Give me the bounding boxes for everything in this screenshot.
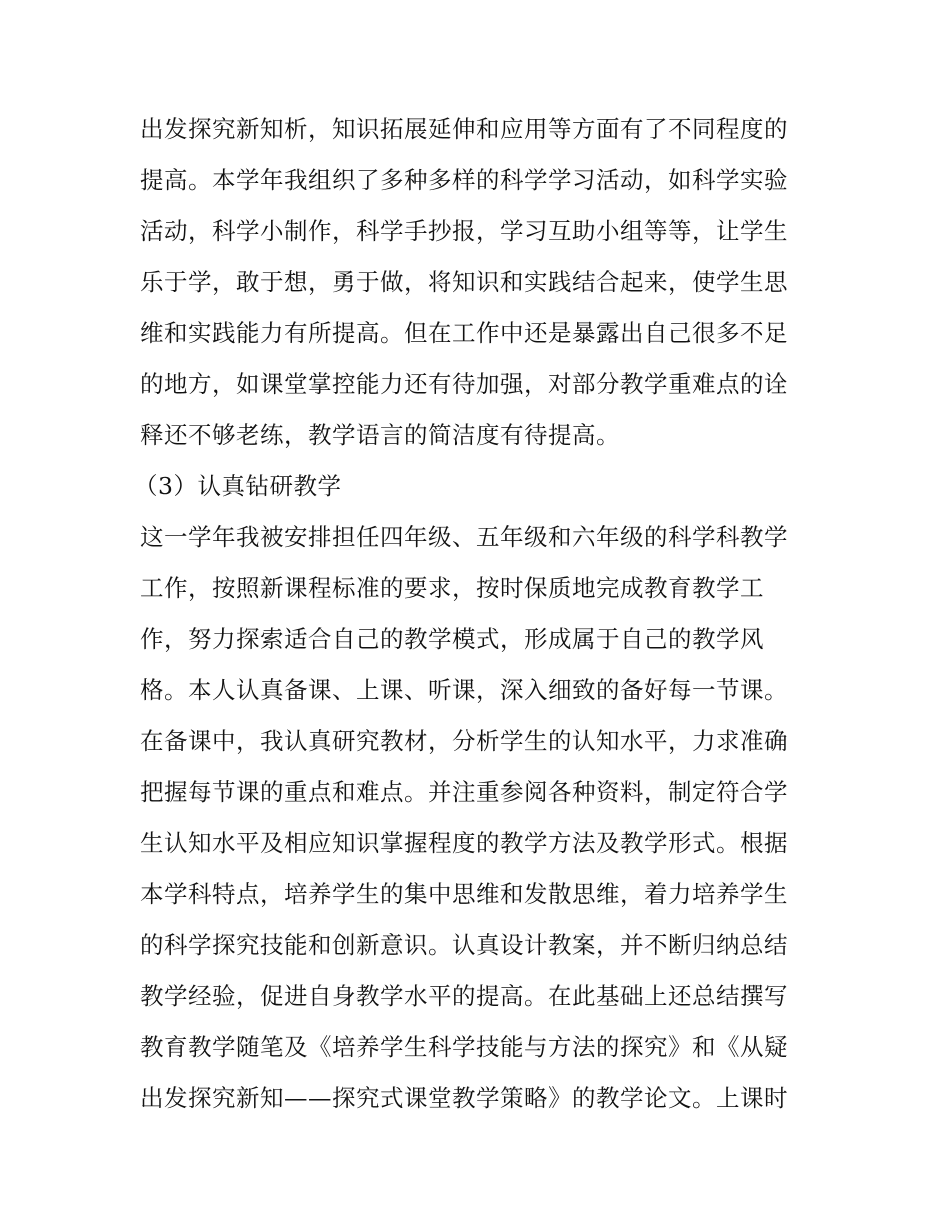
body-line: 生认知水平及相应知识掌握程度的教学方法及教学形式。根据	[140, 829, 788, 857]
body-line: 乐于学，敢于想，勇于做，将知识和实践结合起来，使学生思	[140, 268, 788, 296]
body-line: 教学经验，促进自身教学水平的提高。在此基础上还总结撰写	[140, 982, 788, 1010]
body-line: 这一学年我被安排担任四年级、五年级和六年级的科学科教学	[140, 523, 788, 551]
body-line: 作，努力探索适合自己的教学模式，形成属于自己的教学风	[140, 625, 764, 653]
body-line: 格。本人认真备课、上课、听课，深入细致的备好每一节课。	[140, 676, 788, 704]
body-line: 的科学探究技能和创新意识。认真设计教案，并不断归纳总结	[140, 931, 788, 959]
body-line: 的地方，如课堂掌控能力还有待加强，对部分教学重难点的诠	[140, 370, 788, 398]
body-line: 释还不够老练，教学语言的简洁度有待提高。	[140, 421, 620, 449]
body-line: 出发探究新知析，知识拓展延伸和应用等方面有了不同程度的	[140, 115, 788, 143]
body-line: 活动，科学小制作，科学手抄报，学习互助小组等等，让学生	[140, 217, 788, 245]
body-line: 在备课中，我认真研究教材，分析学生的认知水平，力求准确	[140, 727, 788, 755]
body-line: 把握每节课的重点和难点。并注重参阅各种资料，制定符合学	[140, 778, 788, 806]
body-line: 出发探究新知——探究式课堂教学策略》的教学论文。上课时	[140, 1084, 788, 1112]
section-heading: （3）认真钻研教学	[134, 472, 342, 500]
body-line: 提高。本学年我组织了多种多样的科学学习活动，如科学实验	[140, 166, 788, 194]
document-body	[134, 104, 815, 1124]
body-line: 本学科特点，培养学生的集中思维和发散思维，着力培养学生	[140, 880, 788, 908]
body-line: 教育教学随笔及《培养学生科学技能与方法的探究》和《从疑	[140, 1033, 788, 1061]
body-line: 工作，按照新课程标准的要求，按时保质地完成教育教学工	[140, 574, 764, 602]
body-line: 维和实践能力有所提高。但在工作中还是暴露出自己很多不足	[140, 319, 788, 347]
